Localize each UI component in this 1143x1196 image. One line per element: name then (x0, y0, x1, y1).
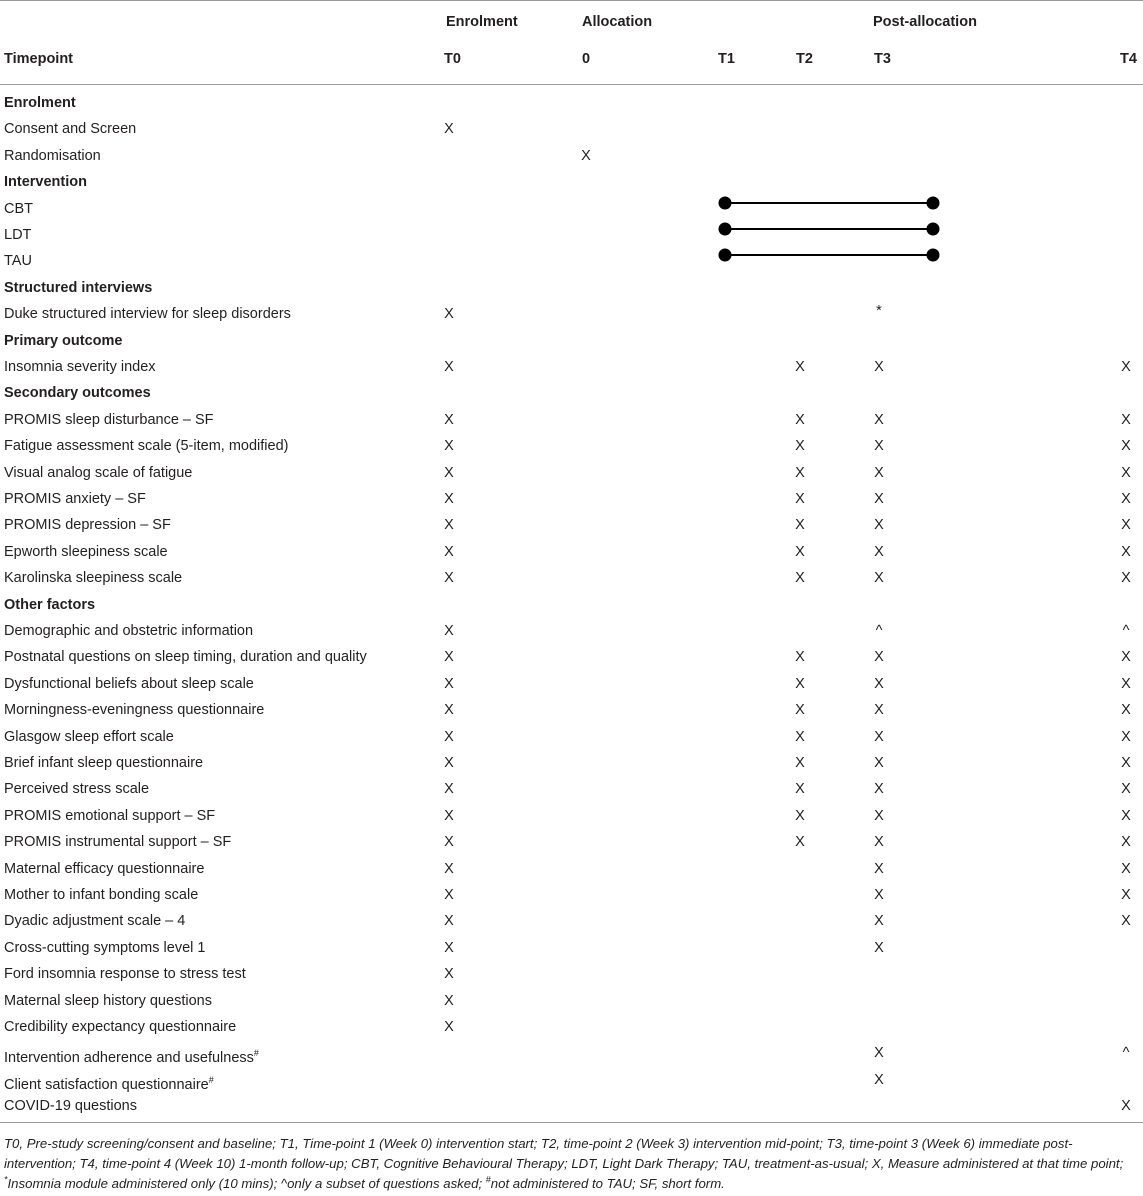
cell-mark-t4: X (1121, 860, 1131, 877)
row-label (4, 200, 33, 218)
cell-mark-t3: X (874, 702, 884, 719)
cell-mark-t3: X (874, 939, 884, 956)
cell-mark-t0: X (444, 649, 454, 666)
header-allocation: Allocation (582, 14, 653, 30)
cell-mark-t0: X (444, 728, 454, 745)
row-label (4, 437, 288, 455)
cell-mark-t0: X (444, 623, 454, 639)
row-label-text: Intervention (4, 174, 87, 191)
cell-mark-t3: X (874, 913, 884, 930)
cell-mark-t3: X (874, 464, 884, 481)
row-label-text: Karolinska sleepiness scale (4, 570, 183, 587)
row-label-text: Client satisfaction questionnaire (4, 1076, 209, 1093)
footnote-part2: Insomnia module administered only (10 mins); ^only a subset of questions asked; (7, 1176, 486, 1191)
section-heading (4, 94, 76, 112)
cell-mark-t3: X (874, 438, 884, 455)
cell-mark-t0: X (444, 543, 454, 560)
row-label-text: Credibility expectancy questionnaire (4, 1019, 237, 1035)
row-label-text: Secondary outcomes (4, 385, 151, 402)
cell-mark-t2: X (795, 464, 805, 481)
cell-mark-t3: ^ (875, 623, 883, 639)
row-label-text: Other factors (4, 596, 96, 613)
intervention-duration-bar (714, 246, 954, 264)
row-label (4, 490, 146, 508)
cell-mark-t3: X (874, 860, 884, 877)
cell-mark-t0: X (444, 464, 454, 481)
header-col-t3: T3 (874, 51, 891, 67)
header-post-allocation: Post-allocation (873, 14, 977, 30)
cell-mark-t4: X (1121, 1098, 1131, 1115)
cell-mark-t0: X (444, 438, 454, 455)
row-label-text: Visual analog scale of fatigue (4, 464, 193, 481)
cell-mark-t2: X (795, 517, 805, 534)
cell-mark-t0: X (444, 306, 454, 323)
row-label-text: COVID-19 questions (4, 1098, 137, 1115)
row-label-text: Maternal efficacy questionnaire (4, 860, 205, 877)
cell-mark-t2: X (795, 570, 805, 587)
row-label-text: Mother to infant bonding scale (4, 887, 199, 903)
row-label-text: Demographic and obstetric information (4, 623, 254, 639)
cell-mark-t0: X (444, 517, 454, 534)
row-label-text: LDT (4, 227, 32, 243)
row-label-text: Duke structured interview for sleep disorders (4, 306, 291, 323)
table-bottom-rule (0, 1122, 1143, 1123)
row-label-text: Intervention adherence and usefulness (4, 1050, 254, 1067)
cell-mark-t4: X (1121, 411, 1131, 428)
cell-mark-t4: X (1121, 887, 1131, 903)
cell-mark-t0: X (444, 834, 454, 851)
cell-mark-t2: X (795, 728, 805, 745)
row-label-text: PROMIS emotional support – SF (4, 807, 216, 824)
cell-mark-t4: X (1121, 834, 1131, 851)
cell-mark-t3: X (874, 781, 884, 798)
row-label (4, 569, 182, 587)
cell-mark-t3: X (874, 517, 884, 534)
cell-mark-t4: X (1121, 517, 1131, 534)
row-label (4, 886, 198, 904)
cell-mark-t2: X (795, 491, 805, 507)
row-label-text: Fatigue assessment scale (5-item, modified) (4, 438, 289, 455)
cell-mark-t0: X (444, 359, 454, 375)
section-heading (4, 596, 95, 614)
cell-mark-t3: X (874, 755, 884, 771)
cell-mark-t4: X (1121, 649, 1131, 666)
row-label-text: Postnatal questions on sleep timing, duration and quality (4, 649, 367, 666)
section-heading (4, 279, 152, 297)
row-label-text: Structured interviews (4, 279, 153, 296)
header-col-0: 0 (582, 51, 591, 67)
cell-mark-t3: X (874, 359, 884, 375)
row-label (4, 1018, 236, 1036)
cell-mark-t4: X (1121, 359, 1131, 375)
cell-mark-t4: X (1121, 491, 1131, 507)
row-label-text: CBT (4, 200, 33, 217)
row-label-text: Enrolment (4, 95, 76, 111)
row-label-text: PROMIS depression – SF (4, 517, 171, 534)
header-col-t0: T0 (444, 51, 461, 67)
row-label (4, 1071, 214, 1094)
cell-mark-t2: X (795, 438, 805, 455)
cell-mark-t2: X (795, 649, 805, 666)
row-label (4, 543, 168, 561)
section-heading (4, 384, 151, 402)
row-label-text: Glasgow sleep effort scale (4, 728, 174, 745)
row-label-text: Ford insomnia response to stress test (4, 966, 246, 983)
row-label-text: Maternal sleep history questions (4, 992, 212, 1009)
cell-mark-t4: X (1121, 464, 1131, 481)
cell-mark-t4: X (1121, 675, 1131, 692)
cell-mark-t3: X (874, 649, 884, 666)
cell-mark-t4: X (1121, 728, 1131, 745)
footnote-part3: not administered to TAU; SF, short form. (490, 1176, 725, 1191)
cell-mark-t3: * (876, 303, 882, 320)
cell-mark-t4: X (1121, 807, 1131, 824)
cell-mark-t4: X (1121, 913, 1131, 930)
row-label (4, 147, 101, 165)
row-label (4, 226, 31, 244)
end-dot (927, 249, 940, 262)
row-label-text: PROMIS sleep disturbance – SF (4, 411, 214, 428)
cell-mark-t4: ^ (1122, 1045, 1130, 1062)
table-top-rule (0, 0, 1143, 1)
end-dot (927, 196, 940, 209)
start-dot (719, 196, 732, 209)
cell-mark-t4: X (1121, 755, 1131, 771)
row-label (4, 120, 136, 138)
cell-mark-t3: X (874, 675, 884, 692)
cell-mark-t2: X (795, 781, 805, 798)
cell-mark-t3: X (874, 491, 884, 507)
section-heading (4, 332, 122, 350)
row-label (4, 1044, 259, 1067)
intervention-duration-bar (714, 220, 954, 238)
section-heading (4, 173, 87, 191)
cell-mark-t0: X (444, 939, 454, 956)
row-label (4, 358, 156, 376)
row-label-text: Dyadic adjustment scale – 4 (4, 913, 186, 930)
cell-mark-t2: X (795, 755, 805, 771)
row-label (4, 860, 204, 878)
row-label-text: Morningness-eveningness questionnaire (4, 702, 265, 719)
cell-mark-t2: X (795, 543, 805, 560)
header-col-t4: T4 (1120, 51, 1137, 67)
cell-mark-t0: X (444, 860, 454, 877)
row-label (4, 622, 253, 640)
cell-mark-t0: X (444, 702, 454, 719)
table-footnote (4, 1134, 1142, 1194)
cell-mark-t0: X (444, 570, 454, 587)
cell-mark-t4: X (1121, 702, 1131, 719)
row-label (4, 992, 212, 1010)
start-dot (719, 223, 732, 236)
cell-mark-t0: X (444, 781, 454, 798)
footnote-hash-mark: # (485, 1174, 491, 1185)
row-label-text: Randomisation (4, 147, 101, 164)
row-label-superscript: # (208, 1074, 214, 1085)
cell-mark-t3: X (874, 543, 884, 560)
cell-mark-t0: X (444, 121, 454, 138)
row-label (4, 516, 171, 534)
footnote-star-mark: * (4, 1174, 8, 1185)
cell-mark-t2: X (795, 359, 805, 375)
start-dot (719, 249, 732, 262)
cell-mark-t0: X (444, 887, 454, 903)
row-label (4, 754, 203, 772)
row-label-superscript: # (253, 1048, 259, 1059)
end-dot (927, 223, 940, 236)
cell-mark-t2: X (795, 807, 805, 824)
cell-mark-t2: X (795, 675, 805, 692)
header-col-t1: T1 (718, 51, 735, 67)
row-label (4, 833, 231, 851)
cell-mark-t0: X (444, 675, 454, 692)
cell-mark-t4: ^ (1122, 623, 1130, 639)
row-label (4, 728, 174, 746)
row-label-text: Brief infant sleep questionnaire (4, 755, 204, 771)
header-enrolment: Enrolment (446, 14, 518, 30)
cell-mark-t0: X (444, 491, 454, 507)
cell-mark-t3: X (874, 834, 884, 851)
cell-mark-t0: X (444, 1019, 454, 1035)
row-label (4, 675, 254, 693)
cell-mark-t3: X (874, 728, 884, 745)
row-label-text: Epworth sleepiness scale (4, 543, 168, 560)
cell-mark-t4: X (1121, 570, 1131, 587)
row-label (4, 252, 32, 270)
cell-mark-t3: X (874, 411, 884, 428)
cell-mark-t0: X (444, 913, 454, 930)
cell-mark-t3: X (874, 807, 884, 824)
row-label (4, 701, 264, 719)
row-label (4, 1097, 137, 1115)
cell-mark-t3: X (874, 1045, 884, 1062)
cell-mark-t0: X (444, 966, 454, 983)
cell-mark-t4: X (1121, 543, 1131, 560)
header-col-t2: T2 (796, 51, 813, 67)
row-label (4, 305, 291, 323)
row-label-text: Primary outcome (4, 332, 123, 349)
cell-mark-t0: X (444, 992, 454, 1009)
row-label-text: Perceived stress scale (4, 781, 150, 798)
intervention-duration-bar (714, 194, 954, 212)
row-label (4, 464, 192, 482)
row-label (4, 807, 215, 825)
row-label-text: TAU (4, 253, 32, 270)
cell-mark-0: X (581, 147, 591, 164)
cell-mark-t3: X (874, 887, 884, 903)
header-timepoint: Timepoint (4, 51, 74, 67)
cell-mark-t0: X (444, 755, 454, 771)
footnote-part1: T0, Pre-study screening/consent and baseline; T1, Time-point 1 (Week 0) intervention start; T2, time-point 2 (Week 3) intervention mid-point; T3, time-point 3 (Week 6) immediate post-intervention; T4, time-point 4 (Week 10) 1-month follow-up; CBT, Cognitive Behavioural Therapy; LDT, Light Dark Therapy; TAU, treatment-as-usual; X, Measure administered at that time point; (4, 1136, 1124, 1171)
row-label (4, 780, 149, 798)
row-label-text: PROMIS instrumental support – SF (4, 834, 232, 851)
row-label (4, 939, 205, 957)
cell-mark-t0: X (444, 807, 454, 824)
row-label (4, 912, 185, 930)
cell-mark-t2: X (795, 702, 805, 719)
row-label-text: Dysfunctional beliefs about sleep scale (4, 675, 254, 692)
cell-mark-t2: X (795, 834, 805, 851)
cell-mark-t2: X (795, 411, 805, 428)
cell-mark-t4: X (1121, 438, 1131, 455)
cell-mark-t3: X (874, 1071, 884, 1088)
row-label (4, 648, 367, 666)
row-label-text: PROMIS anxiety – SF (4, 491, 146, 507)
header-bottom-rule (0, 84, 1143, 85)
row-label (4, 965, 246, 983)
cell-mark-t4: X (1121, 781, 1131, 798)
row-label (4, 411, 214, 429)
row-label-text: Cross-cutting symptoms level 1 (4, 939, 206, 956)
cell-mark-t0: X (444, 411, 454, 428)
row-label-text: Insomnia severity index (4, 359, 156, 375)
cell-mark-t3: X (874, 570, 884, 587)
row-label-text: Consent and Screen (4, 121, 137, 138)
